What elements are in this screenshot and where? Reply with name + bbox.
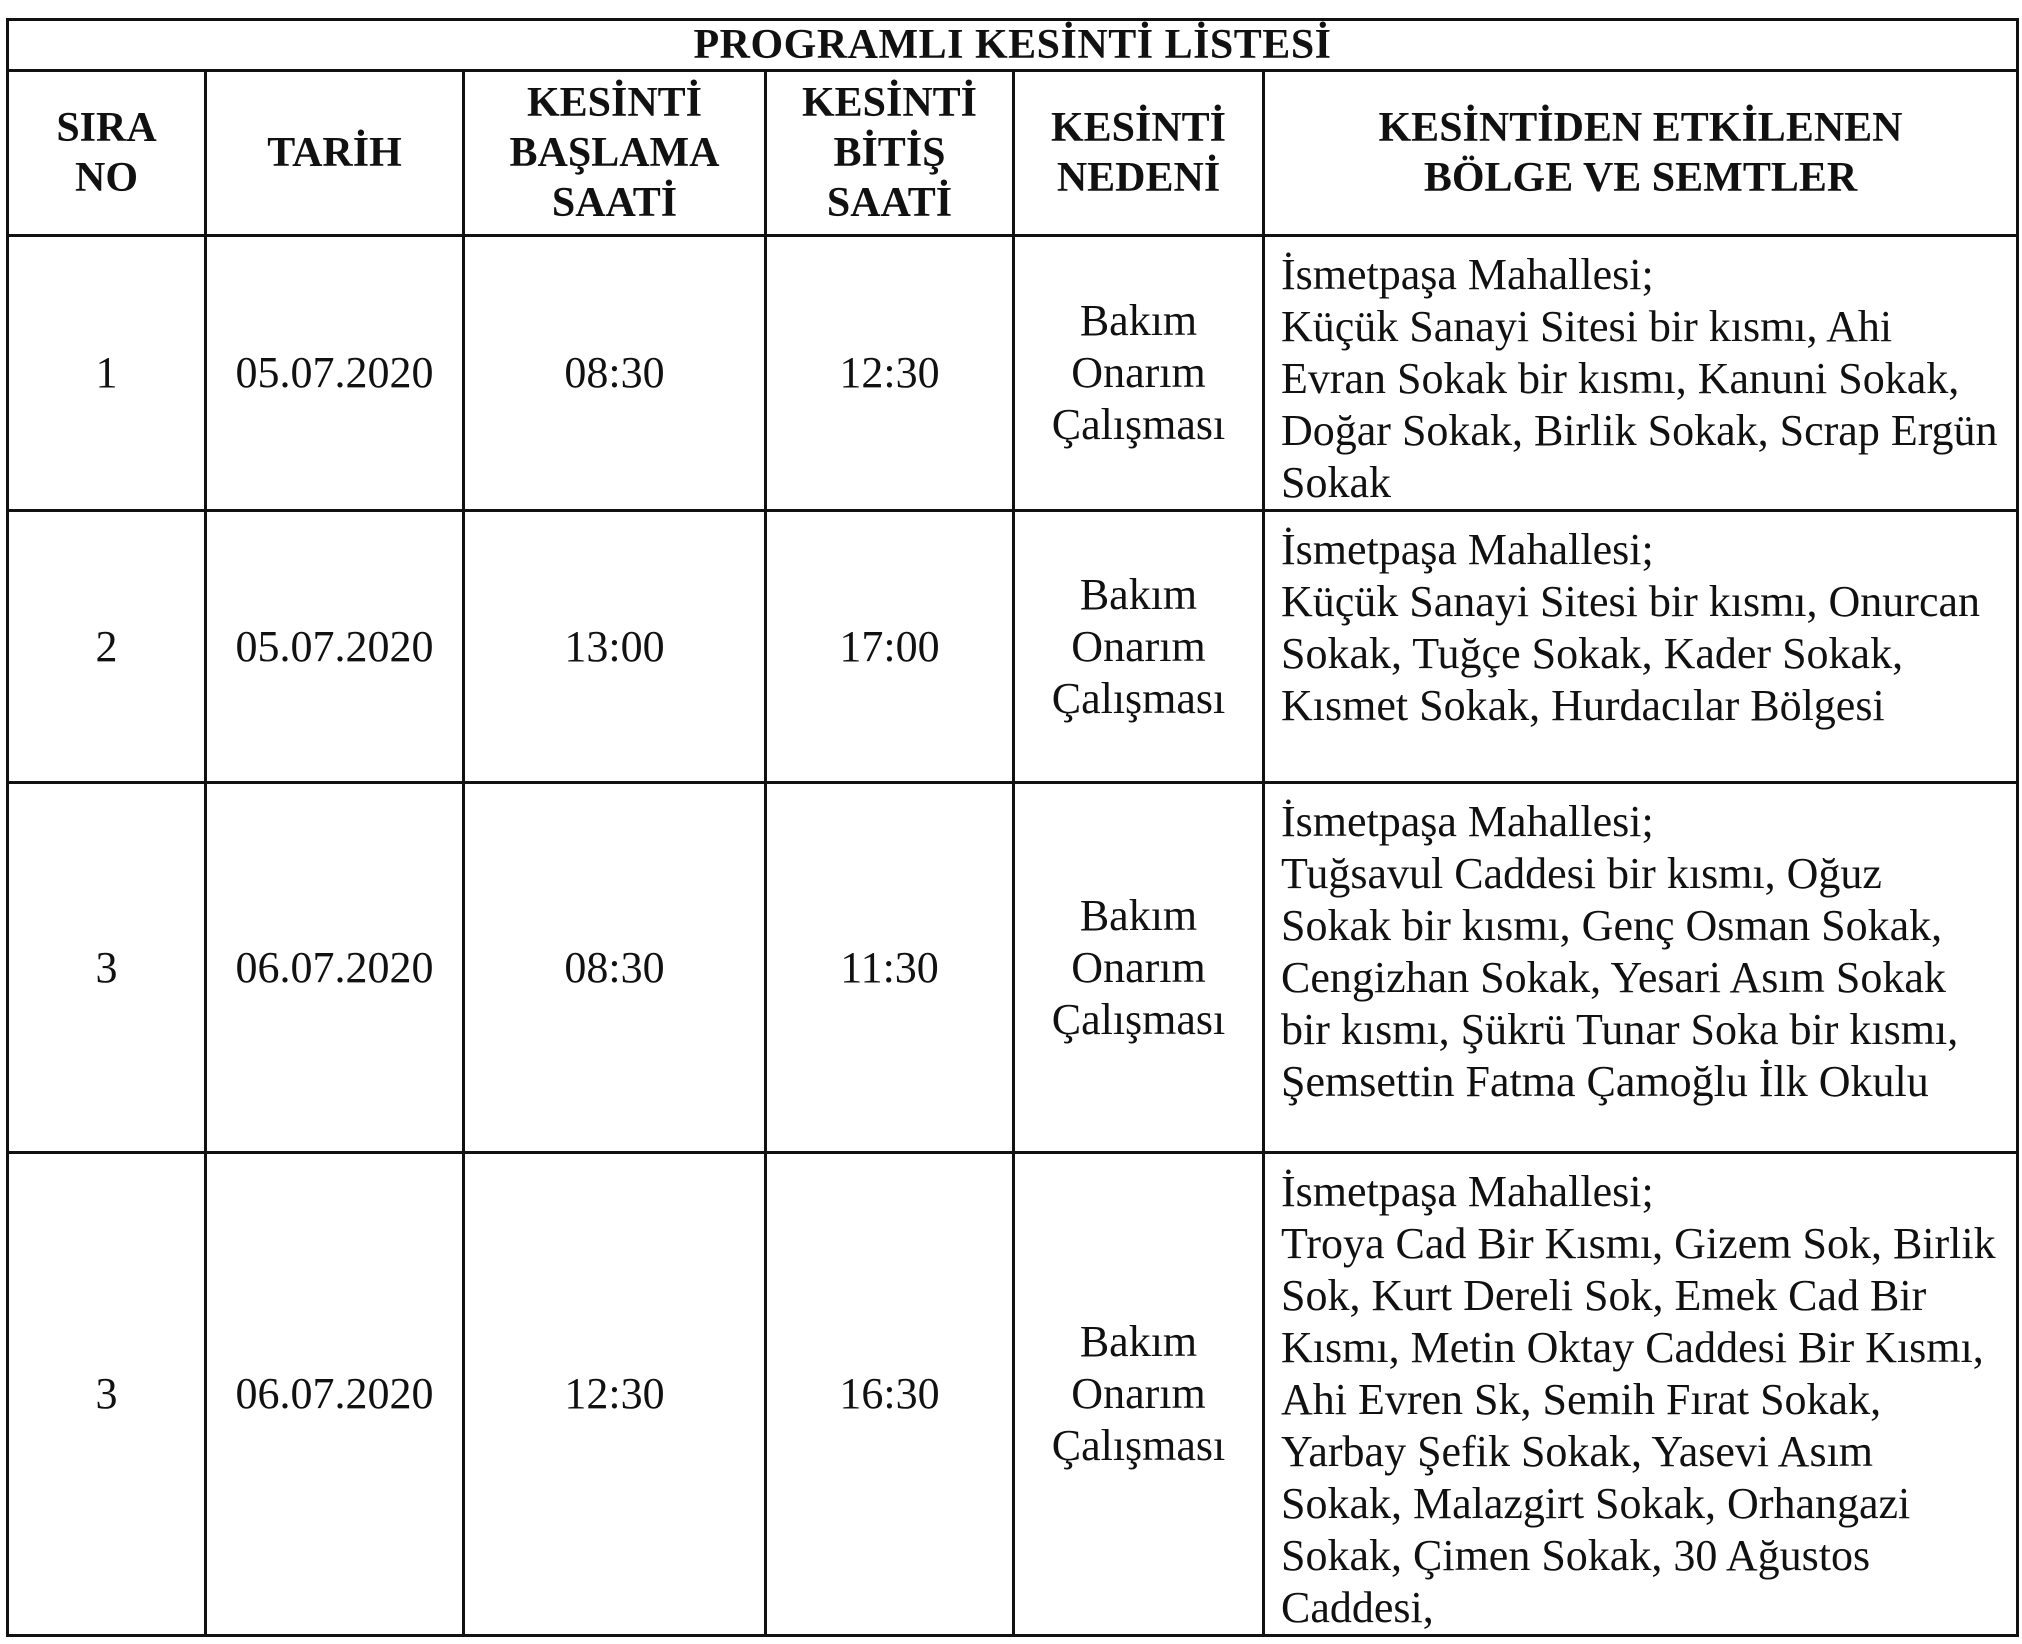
cell-bolge: İsmetpaşa Mahallesi; Troya Cad Bir Kısmı, Gizem Sok, Birlik Sok, Kurt Dereli Sok, Emek Cad Bir Kısmı, Metin Oktay Caddesi Bir Kısmı, Ahi Evren Sk, Semih Fırat Sokak, Yarbay Şefik Sokak, Yasevi Asım Sokak, Malazgirt Sokak, Orhangazi Sokak, Çimen Sokak, 30 Ağustos Caddesi, bbox=[1264, 1153, 2018, 1636]
cell-baslama: 13:00 bbox=[464, 511, 766, 783]
reason-line: Bakım bbox=[1079, 1317, 1198, 1366]
header-neden bbox=[1014, 71, 1264, 236]
cell-bolge: İsmetpaşa Mahallesi; Tuğsavul Caddesi bir kısmı, Oğuz Sokak bir kısmı, Genç Osman Sokak, Cengizhan Sokak, Yesari Asım Sokak bir kısmı, Şükrü Tunar Soka bir kısmı, Şemsettin Fatma Çamoğlu İlk Okulu bbox=[1264, 783, 2018, 1153]
header-baslama-line: BAŞLAMA bbox=[509, 130, 720, 176]
title-row bbox=[8, 20, 2018, 71]
cell-baslama: 12:30 bbox=[464, 1153, 766, 1636]
table-row bbox=[8, 783, 2018, 1153]
header-bitis bbox=[766, 71, 1014, 236]
header-neden-line: KESİNTİ bbox=[1050, 105, 1227, 151]
cell-sira: 2 bbox=[8, 511, 206, 783]
cell-neden bbox=[1014, 236, 1264, 511]
header-baslama-line: SAATİ bbox=[551, 180, 678, 226]
cell-baslama: 08:30 bbox=[464, 236, 766, 511]
header-bolge-line: KESİNTİDEN ETKİLENEN bbox=[1378, 105, 1903, 151]
reason-line: Onarım bbox=[1071, 348, 1206, 397]
header-neden-line: NEDENİ bbox=[1056, 155, 1221, 201]
document-page bbox=[6, 18, 2016, 1640]
table-row bbox=[8, 236, 2018, 511]
cell-neden bbox=[1014, 1153, 1264, 1636]
cell-sira: 3 bbox=[8, 783, 206, 1153]
header-bitis-line: SAATİ bbox=[826, 180, 953, 226]
cell-sira: 1 bbox=[8, 236, 206, 511]
cell-baslama: 08:30 bbox=[464, 783, 766, 1153]
cell-bitis: 12:30 bbox=[766, 236, 1014, 511]
table-row bbox=[8, 511, 2018, 783]
reason-line: Bakım bbox=[1079, 569, 1198, 619]
header-baslama-line: KESİNTİ bbox=[526, 80, 703, 126]
cell-sira: 3 bbox=[8, 1153, 206, 1636]
reason-line: Onarım bbox=[1071, 942, 1206, 992]
header-sira-no-line: NO bbox=[75, 155, 138, 201]
reason-line: Onarım bbox=[1071, 621, 1206, 671]
header-bitis-line: BİTİŞ bbox=[833, 130, 946, 176]
header-sira-no bbox=[8, 71, 206, 236]
reason-line: Çalışması bbox=[1051, 400, 1226, 449]
cell-tarih: 06.07.2020 bbox=[206, 1153, 464, 1636]
header-tarih-line: TARİH bbox=[267, 130, 402, 176]
cell-tarih: 06.07.2020 bbox=[206, 783, 464, 1153]
header-bolge bbox=[1264, 71, 2018, 236]
reason-line: Bakım bbox=[1079, 890, 1198, 940]
reason-line: Çalışması bbox=[1051, 994, 1226, 1044]
reason-line: Çalışması bbox=[1051, 673, 1226, 723]
header-tarih bbox=[206, 71, 464, 236]
cell-bitis: 11:30 bbox=[766, 783, 1014, 1153]
outage-schedule-table bbox=[6, 18, 2019, 1637]
cell-neden bbox=[1014, 783, 1264, 1153]
header-sira-no-line: SIRA bbox=[56, 105, 157, 151]
cell-tarih: 05.07.2020 bbox=[206, 511, 464, 783]
table-title: PROGRAMLI KESİNTİ LİSTESİ bbox=[8, 20, 2018, 71]
cell-tarih: 05.07.2020 bbox=[206, 236, 464, 511]
cell-bolge: İsmetpaşa Mahallesi; Küçük Sanayi Sitesi bir kısmı, Ahi Evran Sokak bir kısmı, Kanuni Sokak, Doğar Sokak, Birlik Sokak, Scrap Ergün Sokak bbox=[1264, 236, 2018, 511]
cell-neden bbox=[1014, 511, 1264, 783]
reason-line: Çalışması bbox=[1051, 1421, 1226, 1470]
reason-line: Bakım bbox=[1079, 296, 1198, 345]
reason-line: Onarım bbox=[1071, 1369, 1206, 1418]
table-row bbox=[8, 1153, 2018, 1636]
header-row bbox=[8, 71, 2018, 236]
cell-bolge: İsmetpaşa Mahallesi; Küçük Sanayi Sitesi bir kısmı, Onurcan Sokak, Tuğçe Sokak, Kader Sokak, Kısmet Sokak, Hurdacılar Bölgesi bbox=[1264, 511, 2018, 783]
header-bitis-line: KESİNTİ bbox=[801, 80, 978, 126]
cell-bitis: 17:00 bbox=[766, 511, 1014, 783]
cell-bitis: 16:30 bbox=[766, 1153, 1014, 1636]
header-bolge-line: BÖLGE VE SEMTLER bbox=[1423, 155, 1858, 201]
header-baslama bbox=[464, 71, 766, 236]
